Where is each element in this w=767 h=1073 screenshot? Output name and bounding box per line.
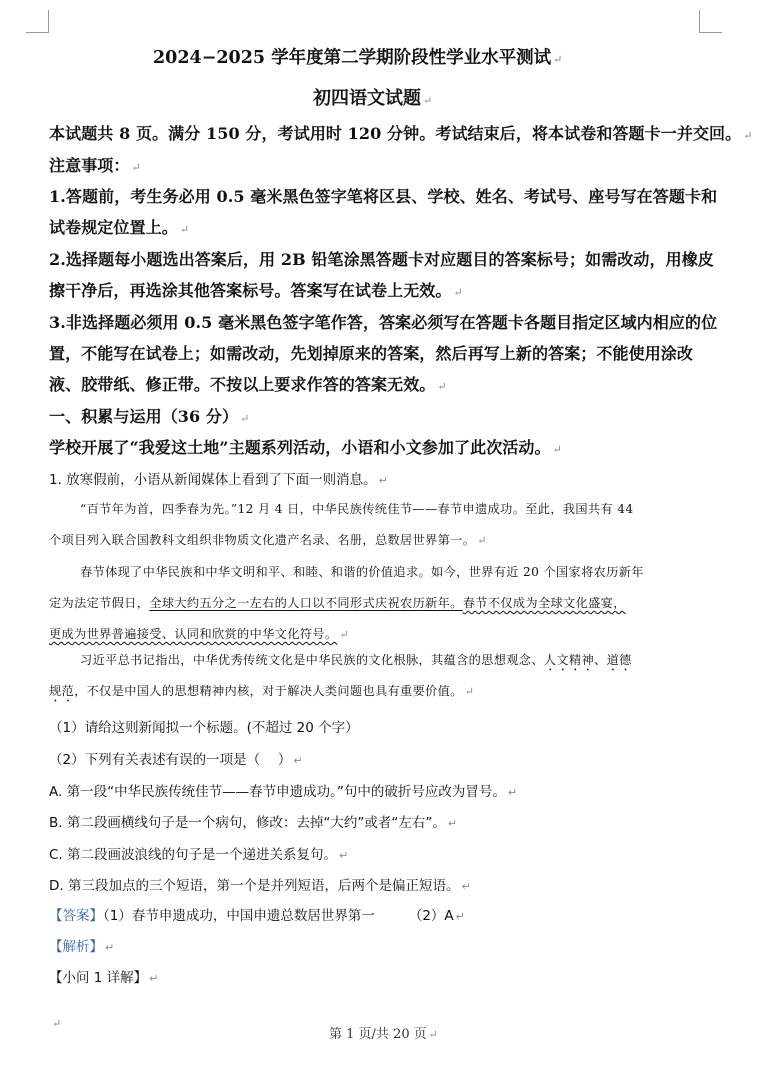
dotted-phrase-1: 人文精神	[543, 653, 595, 667]
dotted-phrase-2a: 道德	[606, 653, 632, 667]
option-a: A. 第一段“中华民族传统佳节——春节申遗成功。”句中的破折号应改为冒号。 ↵	[49, 784, 518, 800]
question-1-stem: 1. 放寒假前，小语从新闻媒体上看到了下面一则消息。 ↵	[49, 472, 388, 488]
page-footer: 第 1 页/共 20 页 ↵	[329, 1027, 438, 1042]
notice-item-2-line-2: 擦干净后，再选涂其他答案标号。答案写在试卷上无效。 ↵	[49, 281, 463, 300]
news-paragraph-2-line-3: 更成为世界普遍接受、认同和欣赏的中华文化符号。 ↵	[49, 627, 349, 641]
exam-subtitle: 初四语文试题 ↵	[313, 88, 433, 109]
notice-item-1-line-1: 1.答题前，考生务必用 0.5 毫米黑色签字笔将区县、学校、姓名、考试号、座号写在答题卡和	[49, 187, 718, 206]
intro-line: 本试题共 8 页。满分 150 分，考试用时 120 分钟。考试结束后，将本试卷和答题卡一并交回。 ↵	[49, 124, 753, 143]
notice-item-3-line-3: 液、胶带纸、修正带。不按以上要求作答的答案无效。 ↵	[49, 375, 447, 394]
wavy-underlined-sentence: 春节不仅成为全球文化盛宴，	[462, 596, 626, 610]
notice-item-1-line-2: 试卷规定位置上。 ↵	[49, 218, 190, 237]
dotted-phrase-2b: 规范	[49, 684, 75, 698]
question-1-1: （1）请给这则新闻拟一个标题。(不超过 20 个字）	[49, 720, 359, 736]
news-paragraph-2-line-2: 定为法定节假日，全球大约五分之一左右的人口以不同形式庆祝农历新年。春节不仅成为全球文化盛宴，	[49, 596, 626, 610]
option-b: B. 第二段画横线句子是一个病句，修改：去掉“大约”或者“左右”。 ↵	[49, 815, 458, 831]
underlined-sentence: 全球大约五分之一左右的人口以不同形式庆祝农历新年。	[149, 596, 463, 610]
news-paragraph-1-line-1: “百节年为首，四季春为先。”12 月 4 日，中华民族传统佳节——春节申遗成功。至此，我国共有 44	[80, 502, 634, 516]
trailing-paragraph-mark: ↵	[52, 1017, 62, 1030]
section-lead: 学校开展了“我爱这土地”主题系列活动，小语和小文参加了此次活动。 ↵	[49, 438, 562, 457]
news-paragraph-1-line-2: 个项目列入联合国教科文组织非物质文化遗产名录、名册，总数居世界第一。 ↵	[49, 533, 487, 547]
notice-item-2-line-1: 2.选择题每小题选出答案后，用 2B 铅笔涂黑答题卡对应题目的答案标号；如需改动，用橡皮	[49, 250, 714, 269]
analysis-label: 【解析】	[49, 939, 103, 955]
answer-line: 【答案】（1）春节申遗成功，中国申遗总数居世界第一 （2）A ↵	[49, 908, 465, 924]
section-heading: 一、积累与运用（36 分） ↵	[49, 407, 250, 426]
exam-title: 2024−2025 学年度第二学期阶段性学业水平测试 ↵	[153, 48, 563, 68]
detail-line: 【小问 1 详解】 ↵	[49, 970, 159, 986]
news-paragraph-3-line-1: 习近平总书记指出，中华优秀传统文化是中华民族的文化根脉，其蕴含的思想观念、人文精神、道德	[80, 653, 632, 667]
notice-title: 注意事项： ↵	[49, 156, 141, 175]
wavy-underlined-sentence-cont: 更成为世界普遍接受、认同和欣赏的中华文化符号。	[49, 627, 338, 641]
crop-mark-top-right	[699, 10, 722, 33]
news-paragraph-3-line-2: 规范，不仅是中国人的思想精神内核，对于解决人类问题也具有重要价值。 ↵	[49, 684, 475, 698]
question-1-2: （2）下列有关表述有误的一项是（ ） ↵	[49, 752, 303, 768]
notice-item-3-line-2: 置，不能写在试卷上；如需改动，先划掉原来的答案，然后再写上新的答案；不能使用涂改	[49, 344, 694, 363]
news-paragraph-2-line-1: 春节体现了中华民族和中华文明和平、和睦、和谐的价值追求。如今，世界有近 20 个国家将农历新年	[80, 565, 644, 579]
notice-item-3-line-1: 3.非选择题必须用 0.5 毫米黑色签字笔作答，答案必须写在答题卡各题目指定区域内相应的位	[49, 313, 718, 332]
option-d: D. 第三段加点的三个短语，第一个是并列短语，后两个是偏正短语。 ↵	[49, 878, 471, 894]
answer-label: 【答案】	[49, 908, 103, 924]
crop-mark-top-left	[26, 10, 49, 33]
option-c: C. 第二段画波浪线的句子是一个递进关系复句。 ↵	[49, 847, 349, 863]
analysis-line: 【解析】 ↵	[49, 939, 115, 955]
